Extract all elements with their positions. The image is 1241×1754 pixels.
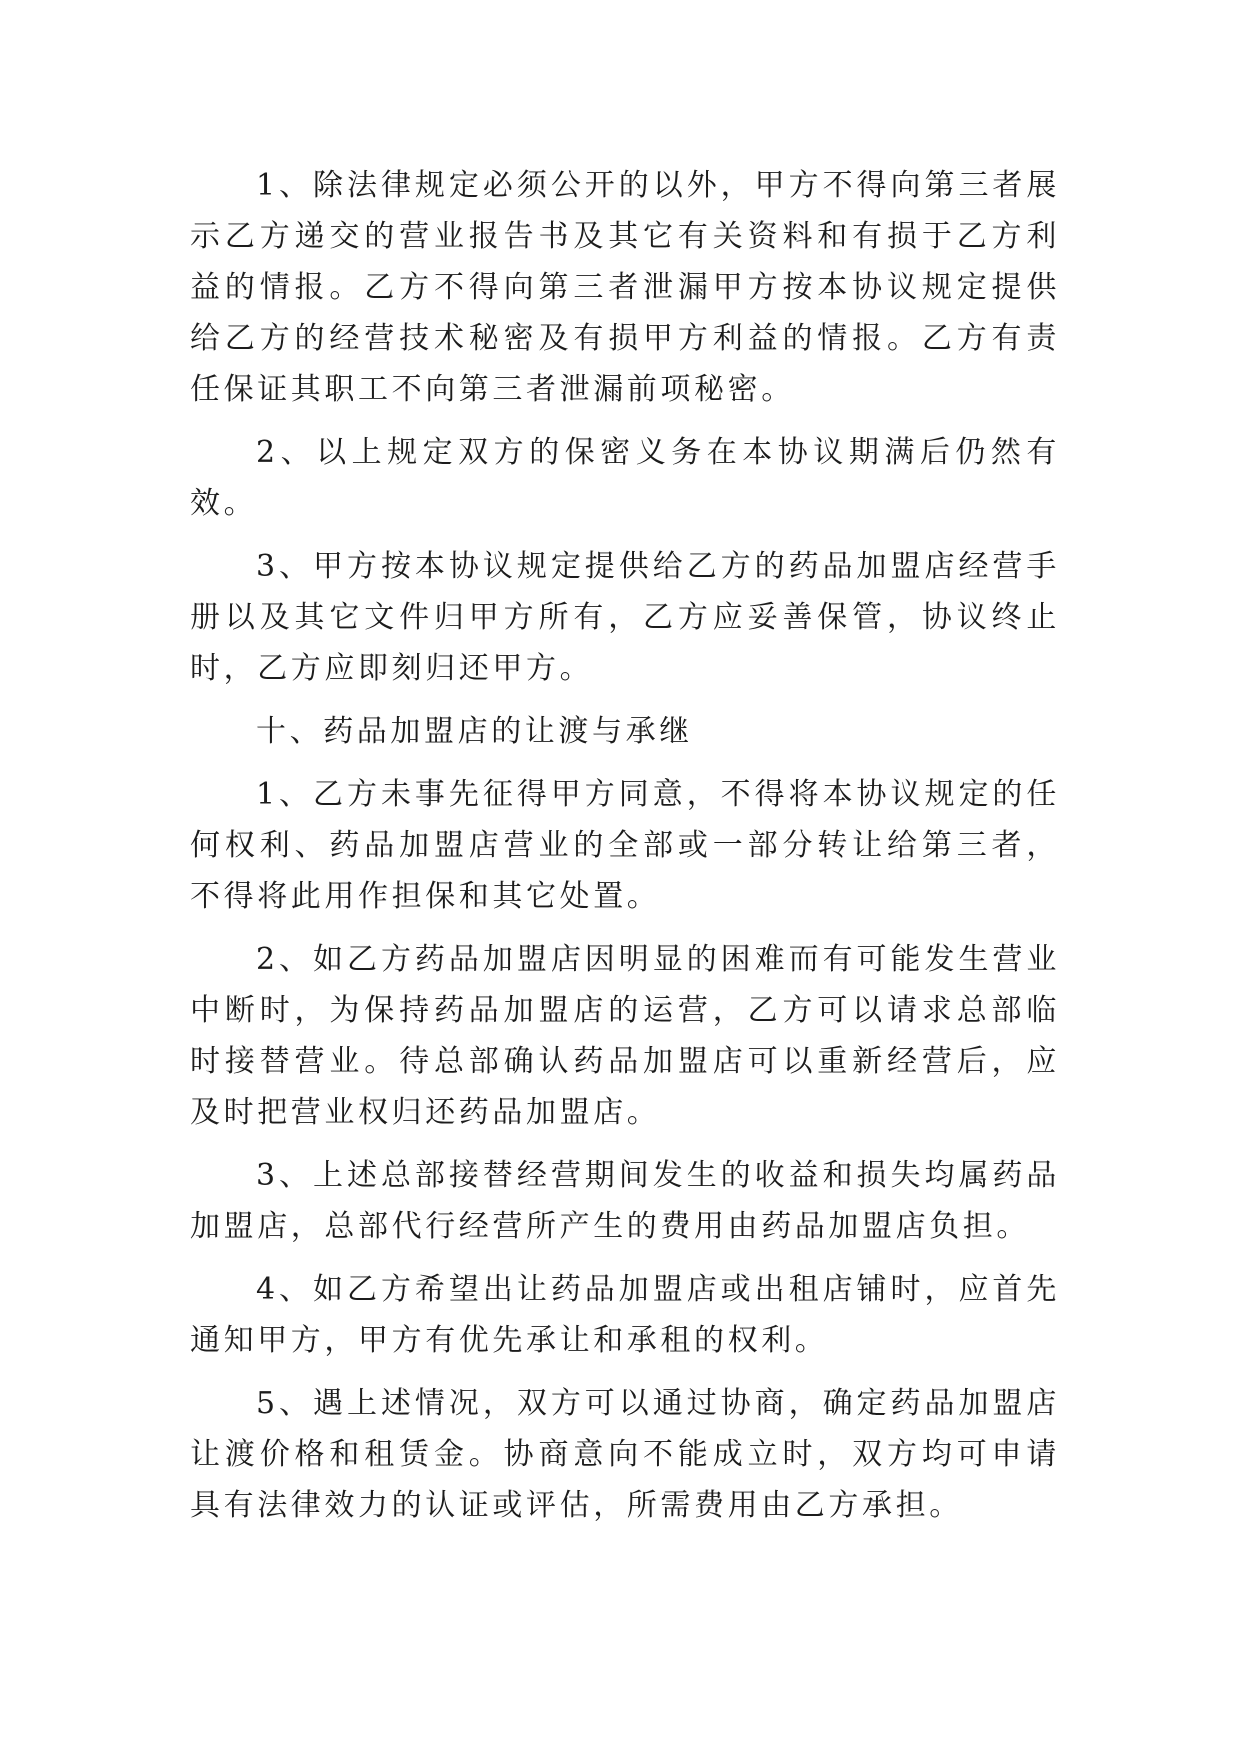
paragraph-confidentiality-3: 3、甲方按本协议规定提供给乙方的药品加盟店经营手册以及其它文件归甲方所有，乙方应妥善保管，协议终止时，乙方应即刻归还甲方。	[190, 549, 1060, 686]
paragraph-transfer-4: 4、如乙方希望出让药品加盟店或出租店铺时，应首先通知甲方，甲方有优先承让和承租的权利。	[190, 1272, 1060, 1358]
paragraph-transfer-3: 3、上述总部接替经营期间发生的收益和损失均属药品加盟店，总部代行经营所产生的费用由药品加盟店负担。	[190, 1158, 1060, 1244]
paragraph-transfer-1: 1、乙方未事先征得甲方同意，不得将本协议规定的任何权利、药品加盟店营业的全部或一部分转让给第三者，不得将此用作担保和其它处置。	[190, 777, 1060, 914]
paragraph-confidentiality-1: 1、除法律规定必须公开的以外，甲方不得向第三者展示乙方递交的营业报告书及其它有关资料和有损于乙方利益的情报。乙方不得向第三者泄漏甲方按本协议规定提供给乙方的经营技术秘密及有损甲方利益的情报。乙方有责任保证其职工不向第三者泄漏前项秘密。	[190, 168, 1060, 407]
paragraph-transfer-5: 5、遇上述情况，双方可以通过协商，确定药品加盟店让渡价格和租赁金。协商意向不能成立时，双方均可申请具有法律效力的认证或评估，所需费用由乙方承担。	[190, 1386, 1060, 1523]
document-body	[190, 160, 1060, 1543]
section-heading-transfer: 十、药品加盟店的让渡与承继	[256, 714, 693, 749]
paragraph-transfer-2: 2、如乙方药品加盟店因明显的困难而有可能发生营业中断时，为保持药品加盟店的运营，乙方可以请求总部临时接替营业。待总部确认药品加盟店可以重新经营后，应及时把营业权归还药品加盟店。	[190, 942, 1060, 1130]
paragraph-confidentiality-2: 2、以上规定双方的保密义务在本协议期满后仍然有效。	[190, 435, 1060, 521]
